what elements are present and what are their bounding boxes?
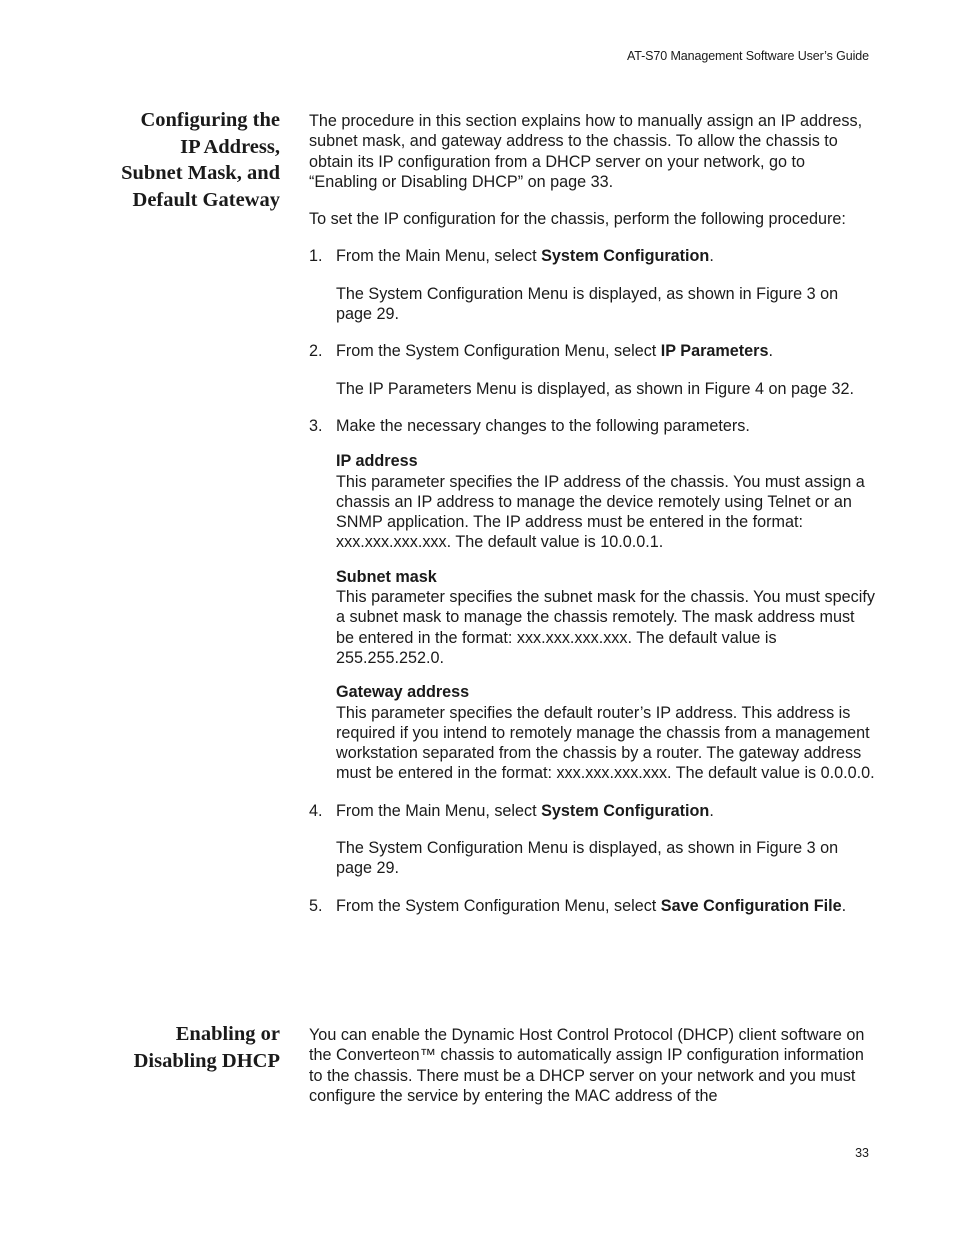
parameter-name: IP address — [336, 452, 418, 471]
step-text: Make the necessary changes to the following parameters. — [336, 416, 750, 435]
heading-line: Enabling or — [175, 1023, 280, 1045]
section-heading-enabling-dhcp — [80, 1021, 280, 1074]
procedure-step-3 — [309, 416, 875, 436]
heading-line: Subnet Mask, and — [121, 162, 280, 184]
procedure-step-4 — [309, 801, 875, 821]
menu-option: System Configuration — [541, 801, 710, 820]
procedure-step-5 — [309, 896, 875, 916]
step-note: The System Configuration Menu is displayed, as shown in Figure 3 on page 29. — [336, 839, 839, 878]
menu-option: Save Configuration File — [660, 896, 842, 915]
step-text-end: . — [768, 342, 773, 361]
lead-paragraph: To set the IP configuration for the chassis, perform the following procedure: — [309, 210, 846, 229]
heading-line: Default Gateway — [132, 188, 280, 211]
running-header: AT-S70 Management Software User’s Guide — [626, 49, 869, 63]
step-text: From the Main Menu, select — [336, 801, 542, 820]
step-text: From the System Configuration Menu, select — [336, 342, 661, 361]
procedure-step-2 — [309, 341, 875, 361]
dhcp-intro-paragraph: You can enable the Dynamic Host Control Protocol (DHCP) client software on the Converteon™ chassis to automatically assign IP configuration information to the chassis. There must be a DHCP server on your network and you must configure the service by entering the MAC address of the — [309, 1026, 865, 1105]
step-number: 2. — [309, 342, 323, 361]
parameter-description: This parameter specifies the subnet mask for the chassis. You must specify a subnet mask to manage the chassis remotely. The mask address must be entered in the format: xxx.xxx.xxx.xxx. The default value is 255.255.252.0. — [336, 588, 875, 667]
intro-paragraph: The procedure in this section explains how to manually assign an IP address, subnet mask, and gateway address to the chassis. To allow the chassis to obtain its IP configuration from a DHCP server on your network, go to “Enabling or Disabling DHCP” on page 33. — [309, 112, 863, 191]
step-number: 4. — [309, 801, 323, 820]
procedure-step-1 — [309, 246, 875, 266]
parameter-subnet-mask — [309, 567, 875, 668]
parameter-name: Subnet mask — [336, 567, 437, 586]
step-number: 3. — [309, 416, 323, 435]
page-number: 33 — [855, 1146, 869, 1160]
parameter-name: Gateway address — [336, 683, 470, 702]
step-text-end: . — [709, 801, 714, 820]
step-text: From the Main Menu, select — [336, 247, 542, 266]
step-note: The IP Parameters Menu is displayed, as shown in Figure 4 on page 32. — [336, 379, 854, 398]
section1-body — [309, 111, 875, 916]
section2-body — [309, 1025, 875, 1106]
parameter-description: This parameter specifies the IP address of the chassis. You must assign a chassis an IP address to manage the device remotely using Telnet or an SNMP application. The IP address must be entered in the format: xxx.xxx.xxx.xxx. The default value is 10.0.0.1. — [336, 472, 865, 552]
step-number: 1. — [309, 247, 323, 266]
parameter-gateway-address — [309, 682, 875, 783]
heading-line: Disabling DHCP — [133, 1049, 280, 1072]
menu-option: IP Parameters — [660, 342, 769, 361]
parameter-description: This parameter specifies the default router’s IP address. This address is required if you intend to remotely manage the chassis from a management workstation separated from the chassis by a router. The gateway address must be entered in the format: xxx.xxx.xxx.xxx. The default value is 0.0.0.0. — [336, 703, 875, 783]
step-text: From the System Configuration Menu, select — [336, 896, 661, 915]
parameter-ip-address — [309, 451, 875, 552]
step-text-end: . — [841, 896, 847, 915]
heading-line: IP Address, — [180, 135, 280, 158]
menu-option: System Configuration — [541, 247, 710, 266]
section-heading-configuring-ip — [80, 107, 280, 213]
step-note: The System Configuration Menu is displayed, as shown in Figure 3 on page 29. — [336, 284, 839, 324]
heading-line: Configuring the — [140, 109, 280, 131]
step-text-end: . — [709, 247, 714, 266]
step-number: 5. — [309, 896, 323, 915]
